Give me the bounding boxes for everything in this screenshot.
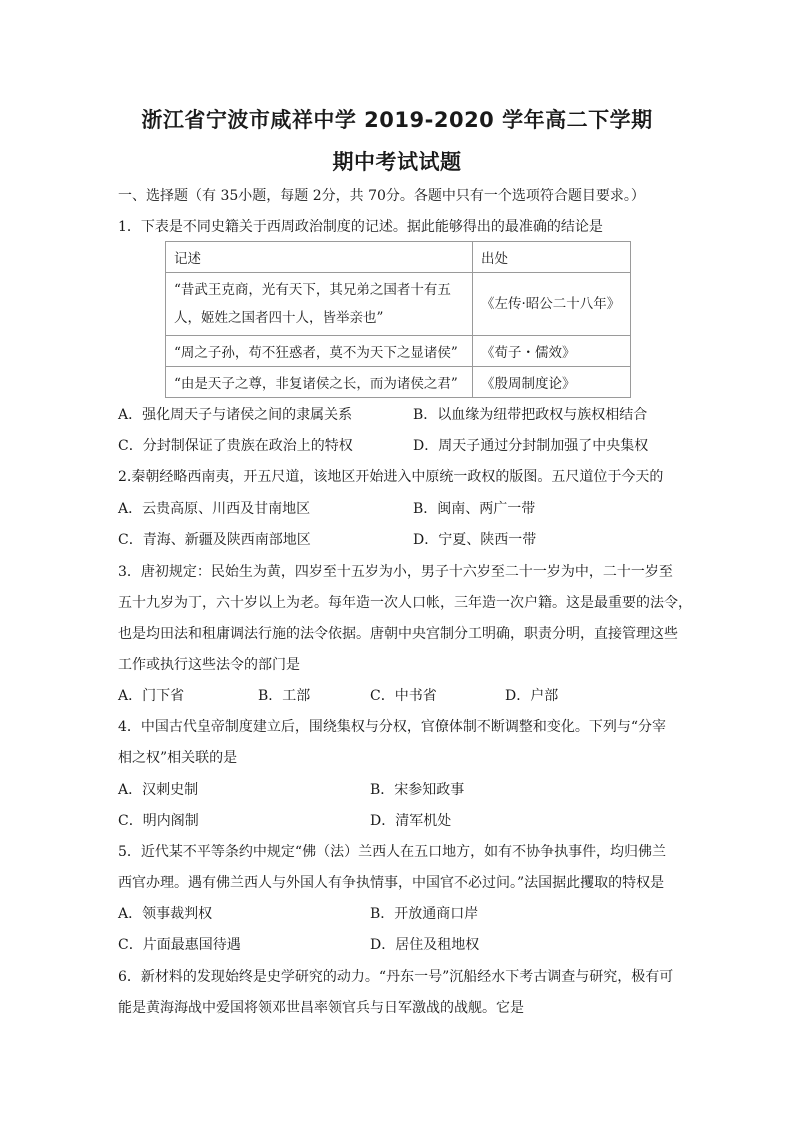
question-3-line: 五十九岁为丁，六十岁以上为老。每年造一次人口帐，三年造一次户籍。这是最重要的法令， [118,595,692,611]
question-5-line: 5．近代某不平等条约中规定“佛（法）兰西人在五口地方，如有不协争执事件，均归佛兰 [118,844,667,860]
table-row [166,367,631,398]
table-cell-source: 《殷周制度论》 [473,367,631,398]
table-cell-record [166,273,473,336]
question-3-line: 工作或执行这些法令的部门是 [118,657,300,673]
table-cell-line: “昔武王克商，光有天下，其兄弟之国者十有五 [174,282,451,298]
question-5-line: 西官办理。遇有佛兰西人与外国人有争执情事，中国官不必过问。”法国据此攫取的特权是 [118,875,665,891]
question-5-option-a: A．领事裁判权 [118,906,213,922]
question-6-line: 6．新材料的发现始终是史学研究的动力。“丹东一号”沉船经水下考古调查与研究，极有可 [118,969,674,985]
question-4-option-a: A．汉刺史制 [118,782,199,798]
question-2-stem: 2.秦朝经略西南夷，开五尺道，该地区开始进入中原统一政权的版图。五尺道位于今天的 [118,469,664,485]
question-3-option-c: C．中书省 [370,688,437,704]
table-row [166,273,631,336]
table-cell-source: 《荀子・儒效》 [473,336,631,367]
question-5-option-c: C．片面最惠国待遇 [118,937,241,953]
question-1-option-b: B．以血缘为纽带把政权与族权相结合 [413,407,648,423]
exam-title: 浙江省宁波市咸祥中学 2019-2020 学年高二下学期 [141,108,653,132]
table-header-row [166,242,631,273]
question-1-option-a: A．强化周天子与诸侯之间的隶属关系 [118,407,353,423]
question-1-option-d: D．周天子通过分封制加强了中央集权 [413,438,649,454]
question-6-line: 能是黄海海战中爱国将领邓世昌率领官兵与日军激战的战舰。它是 [118,1000,524,1016]
section-heading: 一、选择题（有 35小题，每题 2分，共 70分。各题中只有一个选项符合题目要求。） [118,188,645,204]
table-cell-record: “周之子孙，苟不狂惑者，莫不为天下之显诸侯” [166,336,473,367]
question-3-option-d: D．户部 [505,688,559,704]
question-2-option-d: D．宁夏、陕西一带 [413,532,537,548]
table-header-record: 记述 [166,242,473,273]
table-cell-line: 人，姬姓之国者四十人，皆举亲也” [174,310,384,326]
question-2-option-a: A．云贵高原、川西及甘南地区 [118,501,311,517]
question-4-line: 相之权”相关联的是 [118,750,238,766]
question-5-option-b: B．开放通商口岸 [370,906,479,922]
question-3-option-b: B．工部 [258,688,311,704]
question-5-option-d: D．居住及租地权 [370,937,480,953]
question-1-stem: 1．下表是不同史籍关于西周政治制度的记述。据此能够得出的最准确的结论是 [118,219,603,235]
question-3-line: 也是均田法和租庸调法行施的法令依据。唐朝中央宫制分工明确，职责分明，直接管理这些 [118,626,678,642]
question-4-option-c: C．明内阁制 [118,813,199,829]
question-2-option-c: C．青海、新疆及陕西南部地区 [118,532,311,548]
exam-subtitle: 期中考试试题 [332,150,462,174]
question-4-option-d: D．清军机处 [370,813,452,829]
question-1-option-c: C．分封制保证了贵族在政治上的特权 [118,438,353,454]
question-4-option-b: B．宋参知政事 [370,782,465,798]
question-3-option-a: A．门下省 [118,688,185,704]
question-2-option-b: B．闽南、两广一带 [413,501,536,517]
table-row [166,336,631,367]
question-1-table [165,241,631,398]
table-cell-source: 《左传·昭公二十八年》 [473,273,631,336]
question-3-line: 3．唐初规定：民始生为黄，四岁至十五岁为小，男子十六岁至二十一岁为中，二十一岁至 [118,564,673,580]
table-header-source: 出处 [473,242,631,273]
question-4-line: 4．中国古代皇帝制度建立后，围绕集权与分权，官僚体制不断调整和变化。下列与“分宰 [118,719,667,735]
table-cell-record: “由是天子之尊，非复诸侯之长，而为诸侯之君” [166,367,473,398]
